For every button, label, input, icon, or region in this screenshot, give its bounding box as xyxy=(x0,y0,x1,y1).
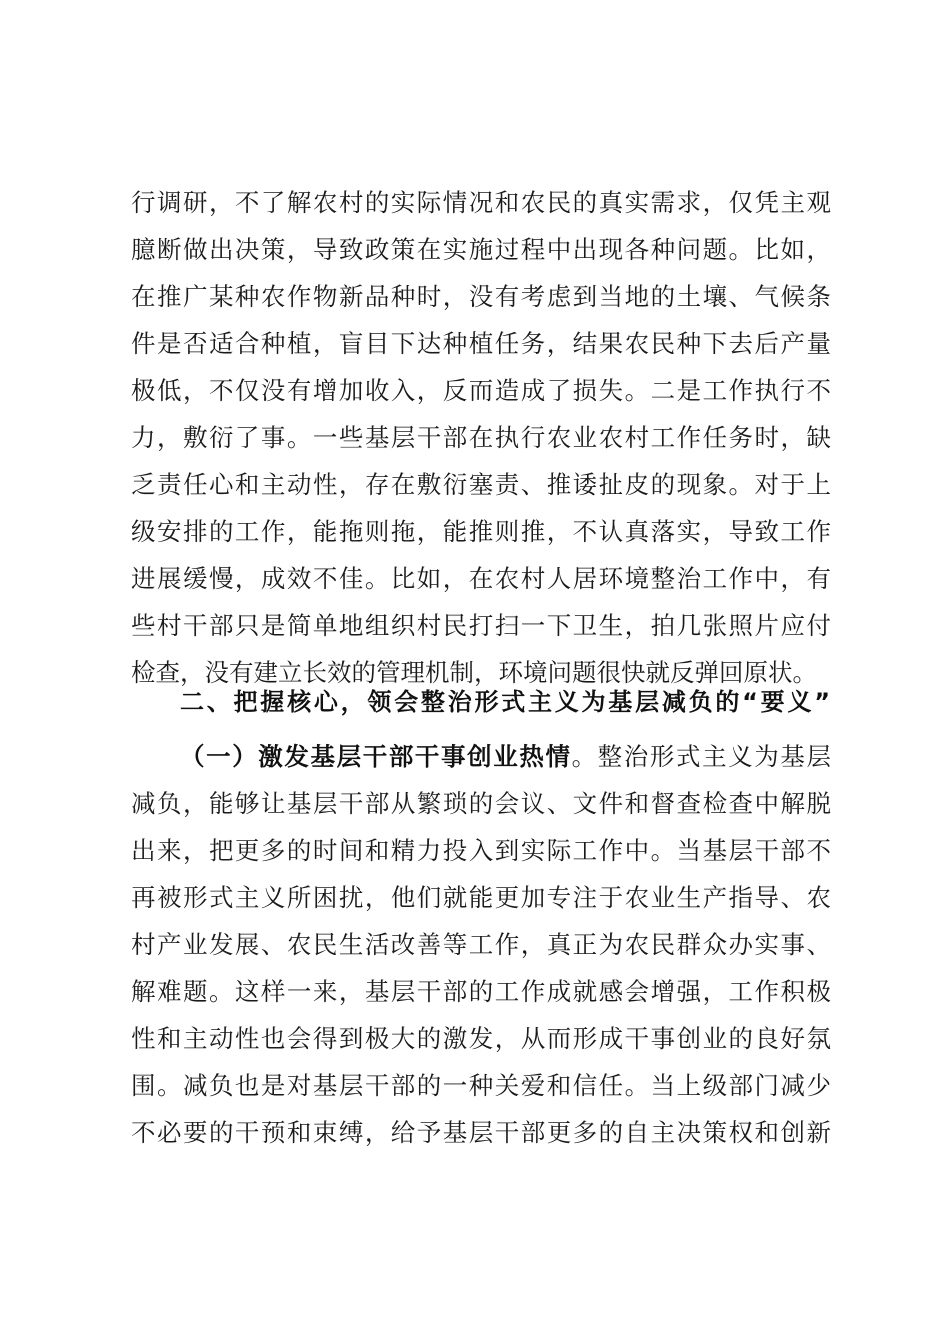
body-text-line: 检查，没有建立长效的管理机制，环境问题很快就反弹回原状。 xyxy=(131,658,817,687)
body-text-line: 进展缓慢，成效不佳。比如，在农村人居环境整治工作中，有 xyxy=(131,564,831,593)
body-text-line: 村产业发展、农民生活改善等工作，真正为农民群众办实事、 xyxy=(131,930,831,959)
body-text-line: 不必要的干预和束缚，给予基层干部更多的自主决策权和创新 xyxy=(131,1118,831,1147)
body-text-line: 行调研，不了解农村的实际情况和农民的真实需求，仅凭主观 xyxy=(131,188,831,217)
body-text-line: 减负，能够让基层干部从繁琐的会议、文件和督查检查中解脱 xyxy=(131,789,831,818)
subsection-title: （一）激发基层干部干事创业热情 xyxy=(180,742,572,771)
body-text-line: 出来，把更多的时间和精力投入到实际工作中。当基层干部不 xyxy=(131,836,831,865)
body-text-line: 在推广某种农作物新品种时，没有考虑到当地的土壤、气候条 xyxy=(131,282,831,311)
section-heading: 二、把握核心，领会整治形式主义为基层减负的“要义” xyxy=(180,688,830,716)
body-text-line: 性和主动性也会得到极大的激发，从而形成干事创业的良好氛 xyxy=(131,1024,831,1053)
body-text-line: 乏责任心和主动性，存在敷衍塞责、推诿扯皮的现象。对于上 xyxy=(131,470,831,499)
body-text-line: 再被形式主义所困扰，他们就能更加专注于农业生产指导、农 xyxy=(131,883,831,912)
subsection-first-line xyxy=(180,738,831,776)
body-text-line: 臆断做出决策，导致政策在实施过程中出现各种问题。比如， xyxy=(131,235,831,264)
body-text-line: 级安排的工作，能拖则拖，能推则推，不认真落实，导致工作 xyxy=(131,517,831,546)
body-text-line: 极低，不仅没有增加收入，反而造成了损失。二是工作执行不 xyxy=(131,376,831,405)
body-text-line: 些村干部只是简单地组织村民打扫一下卫生，拍几张照片应付 xyxy=(131,611,831,640)
body-text-line: 围。减负也是对基层干部的一种关爱和信任。当上级部门减少 xyxy=(131,1071,831,1100)
body-text-line: 力，敷衍了事。一些基层干部在执行农业农村工作任务时，缺 xyxy=(131,423,831,452)
body-text-line: 解难题。这样一来，基层干部的工作成就感会增强，工作积极 xyxy=(131,977,831,1006)
subsection-first-line-text: 。整治形式主义为基层 xyxy=(571,742,831,771)
body-text-line: 件是否适合种植，盲目下达种植任务，结果农民种下去后产量 xyxy=(131,329,831,358)
